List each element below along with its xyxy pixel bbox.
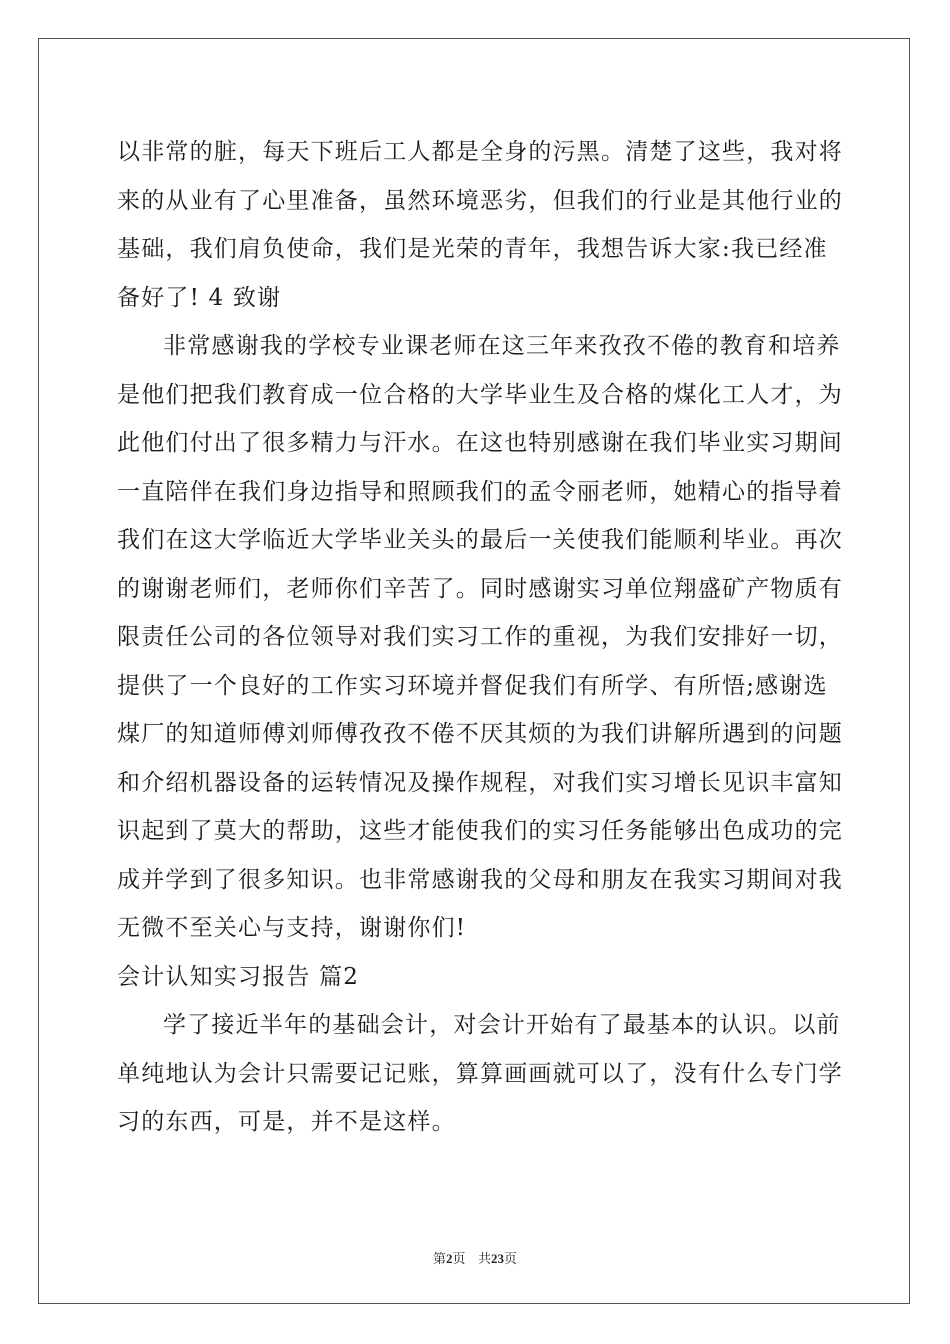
text-line: 备好了! 4 致谢 [117,284,282,311]
text-line: 我们在这大学临近大学毕业关头的最后一关使我们能顺利毕业。再次 [117,527,843,553]
text-line: 识起到了莫大的帮助，这些才能使我们的实习任务能够出色成功的完 [117,818,843,844]
text-line: 基础，我们肩负使命，我们是光荣的青年，我想告诉大家:我已经准 [117,236,828,262]
text-line: 单纯地认为会计只需要记记账，算算画画就可以了，没有什么专门学 [117,1060,843,1087]
text-line: 是他们把我们教育成一位合格的大学毕业生及合格的煤化工人才，为 [117,381,843,408]
text-line: 限责任公司的各位领导对我们实习工作的重视，为我们安排好一切， [117,624,843,650]
text-line: 和介绍机器设备的运转情况及操作规程，对我们实习增长见识丰富知 [117,769,843,796]
text-line: 习的东西，可是，并不是这样。 [117,1109,456,1135]
total-prefix: 共 [477,1252,491,1267]
section-heading: 会计认知实习报告 篇2 [117,963,360,990]
total-unit: 页 [503,1252,517,1267]
total-pages: 23 [490,1251,504,1266]
text-line: 来的从业有了心里准备，虽然环境恶劣，但我们的行业是其他行业的 [117,187,843,214]
page-number: 2 [446,1251,453,1266]
page-prefix: 第 [433,1252,447,1267]
paragraph-start-line: 学了接近半年的基础会计，对会计开始有了最基本的认识。以前 [163,1012,841,1038]
text-line: 以非常的脏，每天下班后工人都是全身的污黑。清楚了这些，我对将 [117,139,843,165]
text-line: 此他们付出了很多精力与汗水。在这也特别感谢在我们毕业实习期间 [117,430,843,456]
page-unit: 页 [452,1252,466,1267]
text-line: 提供了一个良好的工作实习环境并督促我们有所学、有所悟;感谢选 [117,672,828,699]
text-line: 的谢谢老师们，老师你们辛苦了。同时感谢实习单位翔盛矿产物质有 [117,575,843,602]
text-line: 煤厂的知道师傅刘师傅孜孜不倦不厌其烦的为我们讲解所遇到的问题 [117,721,843,747]
document-body [117,128,843,1147]
text-line: 成并学到了很多知识。也非常感谢我的父母和朋友在我实习期间对我 [117,866,843,893]
page-footer [0,1248,950,1267]
text-line: 一直陪伴在我们身边指导和照顾我们的孟令丽老师，她精心的指导着 [117,478,843,505]
text-line: 无微不至关心与支持，谢谢你们! [117,915,467,941]
paragraph-start-line: 非常感谢我的学校专业课老师在这三年来孜孜不倦的教育和培养 [163,333,841,359]
